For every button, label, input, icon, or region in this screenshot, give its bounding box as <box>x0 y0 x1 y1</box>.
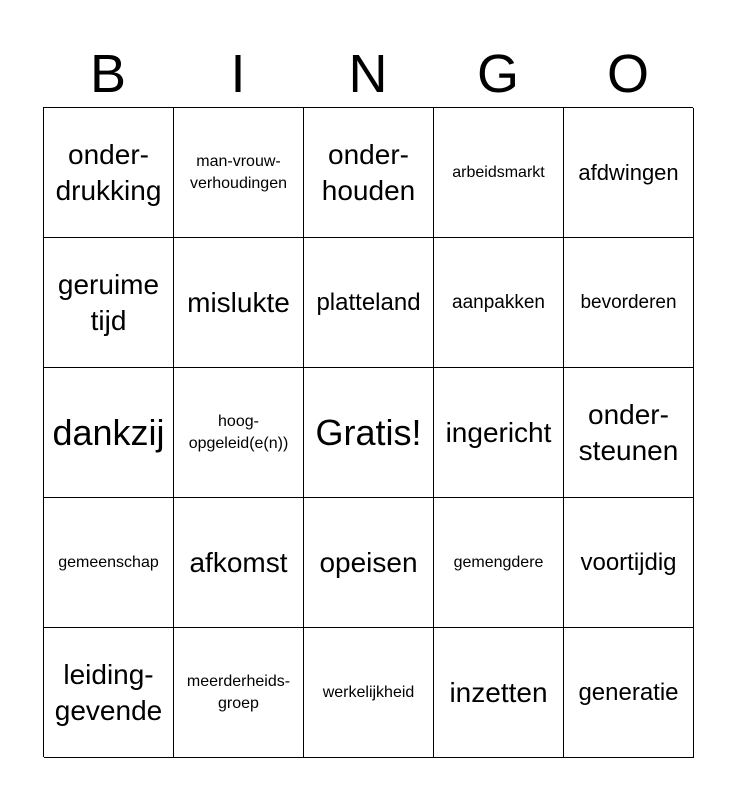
header-letter-n: N <box>348 44 388 104</box>
bingo-cell-r5c2[interactable] <box>174 628 304 758</box>
cell-text: onder- steunen <box>578 398 679 466</box>
bingo-cell-r2c4[interactable] <box>434 238 564 368</box>
header-letter-i: I <box>230 44 246 104</box>
bingo-cell-r3c5[interactable] <box>564 368 694 498</box>
bingo-cell-r1c2[interactable] <box>174 108 304 238</box>
bingo-cell-r4c1[interactable] <box>44 498 174 628</box>
bingo-cell-r4c2[interactable] <box>174 498 304 628</box>
cell-text: afkomst <box>189 546 288 578</box>
cell-text: ingericht <box>445 416 552 448</box>
bingo-cell-r1c4[interactable] <box>434 108 564 238</box>
cell-text: werkelijkheid <box>322 683 415 701</box>
cell-text: onder- drukking <box>55 138 162 206</box>
bingo-cell-r3c2[interactable] <box>174 368 304 498</box>
cell-text: platteland <box>316 288 421 316</box>
cell-text: gemeenschap <box>58 553 159 571</box>
cell-text: hoog- opgeleid(e(n)) <box>188 412 289 452</box>
header-letter-o: O <box>606 44 649 104</box>
cell-text: afdwingen <box>578 159 679 185</box>
bingo-cell-r4c5[interactable] <box>564 498 694 628</box>
cell-text: inzetten <box>449 676 548 708</box>
cell-text: gemengdere <box>453 553 544 571</box>
bingo-cell-r5c1[interactable] <box>44 628 174 758</box>
bingo-cell-r5c5[interactable] <box>564 628 694 758</box>
cell-text: geruime tijd <box>57 268 160 336</box>
cell-text: mislukte <box>187 286 290 318</box>
bingo-cell-r1c3[interactable] <box>304 108 434 238</box>
bingo-cell-r2c1[interactable] <box>44 238 174 368</box>
bingo-cell-r4c3[interactable] <box>304 498 434 628</box>
header-letter-b: B <box>89 44 127 104</box>
cell-text: arbeidsmarkt <box>452 163 545 181</box>
cell-text: generatie <box>578 678 679 706</box>
cell-text: man-vrouw- verhoudingen <box>190 152 287 192</box>
bingo-cell-r1c5[interactable] <box>564 108 694 238</box>
cell-text: bevorderen <box>580 291 677 313</box>
cell-text: dankzij <box>52 411 165 453</box>
cell-text: leiding- gevende <box>54 658 163 726</box>
bingo-cell-r3c4[interactable] <box>434 368 564 498</box>
header-letter-g: G <box>476 44 519 104</box>
cell-text: voortijdig <box>580 548 677 576</box>
bingo-cell-r4c4[interactable] <box>434 498 564 628</box>
cell-text: aanpakken <box>452 291 545 313</box>
bingo-header <box>43 40 693 108</box>
bingo-cell-r3c1[interactable] <box>44 368 174 498</box>
bingo-cell-r1c1[interactable] <box>44 108 174 238</box>
cell-text: opeisen <box>319 546 418 578</box>
cell-text: onder- houden <box>321 138 416 206</box>
cell-text: meerderheids- groep <box>186 672 291 712</box>
bingo-cell-r5c4[interactable] <box>434 628 564 758</box>
bingo-cell-r2c5[interactable] <box>564 238 694 368</box>
free-space-cell[interactable] <box>304 368 434 498</box>
bingo-cell-r2c2[interactable] <box>174 238 304 368</box>
bingo-card <box>43 107 693 757</box>
bingo-cell-r5c3[interactable] <box>304 628 434 758</box>
cell-text: Gratis! <box>315 411 422 453</box>
bingo-cell-r2c3[interactable] <box>304 238 434 368</box>
